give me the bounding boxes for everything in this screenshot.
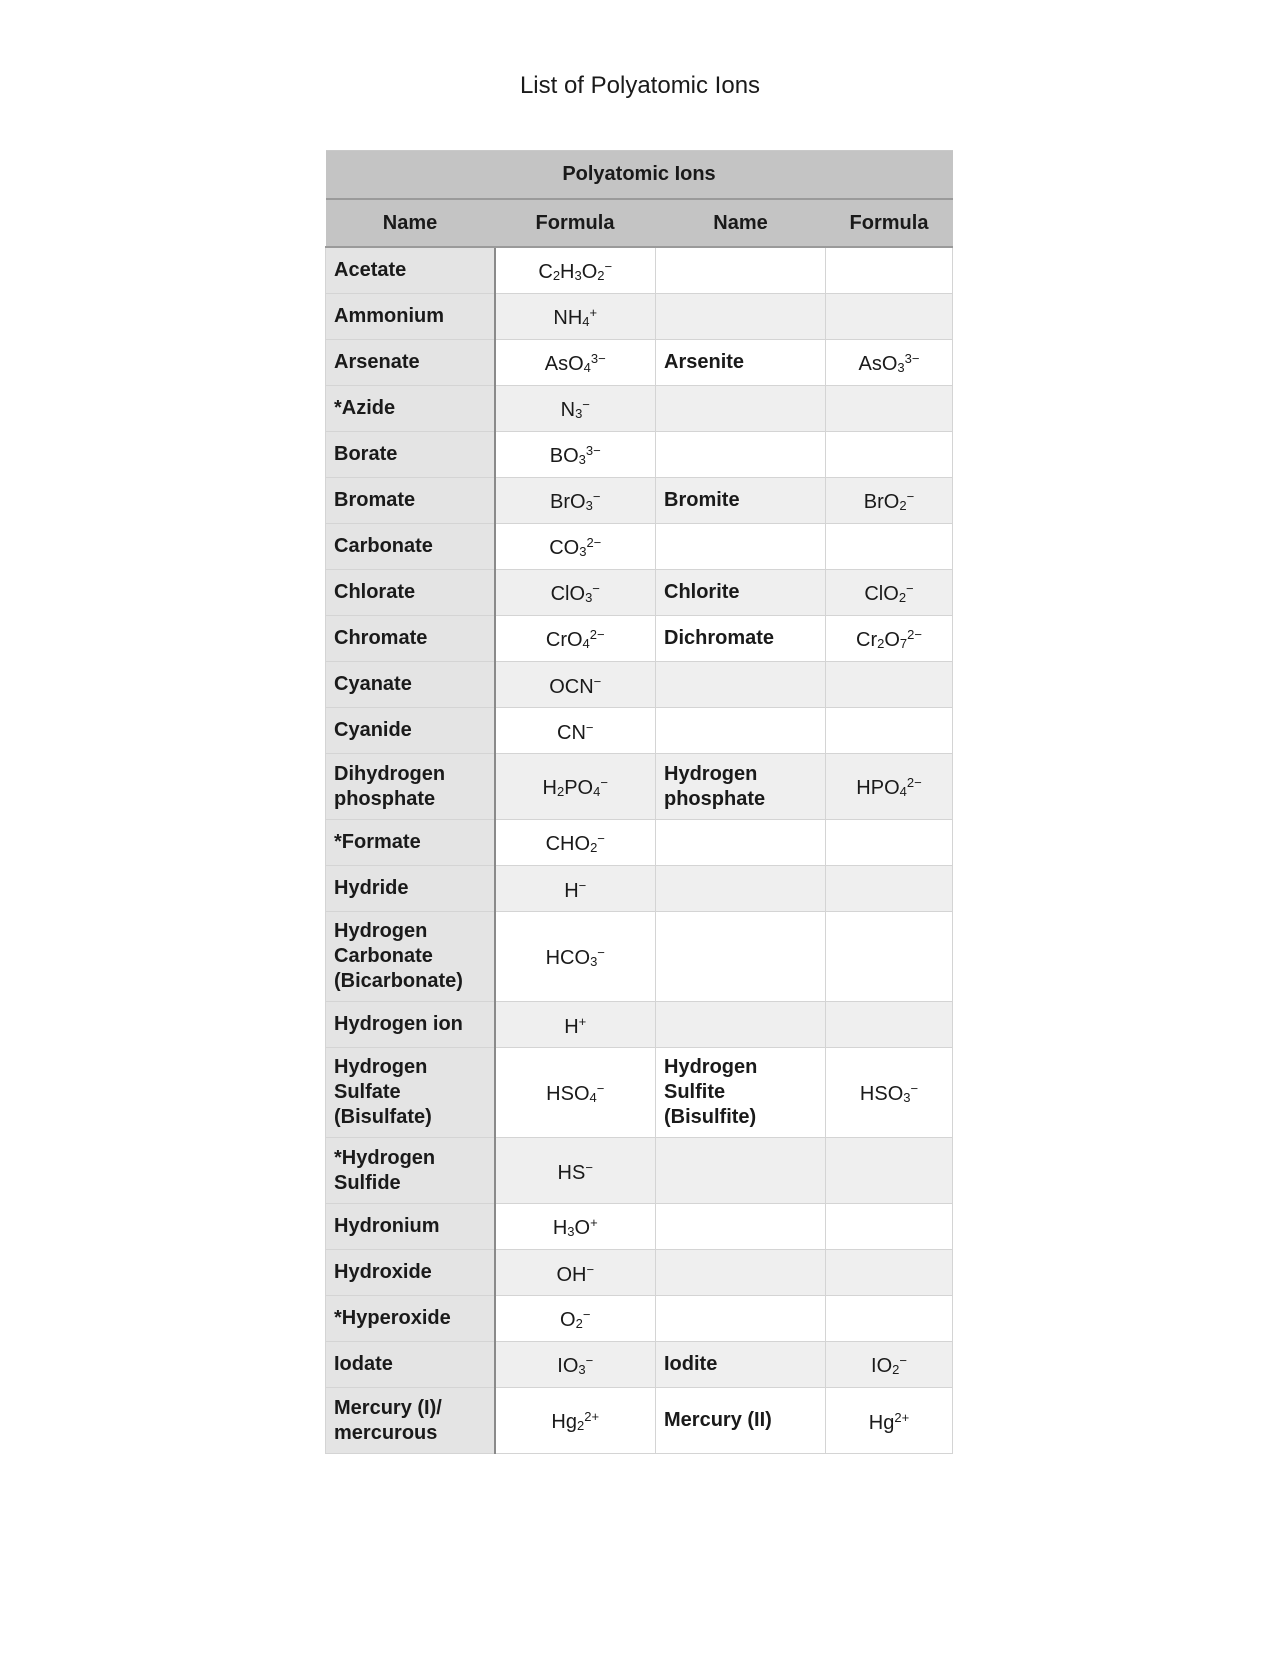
- ion-name-cell: *Formate: [326, 820, 495, 866]
- ion-name-cell: [656, 912, 826, 1002]
- column-header-formula: Formula: [826, 199, 953, 247]
- ion-formula-cell: [826, 432, 953, 478]
- chemical-formula: CN−: [557, 720, 594, 744]
- table-row: [326, 1002, 953, 1048]
- ion-formula-cell: [495, 1296, 656, 1342]
- ion-formula-cell: [495, 1388, 656, 1454]
- chemical-formula: BrO$_3$−: [550, 488, 601, 513]
- ion-name-cell: Borate: [326, 432, 495, 478]
- column-header-name: Name: [656, 199, 826, 247]
- ion-formula-cell: [826, 478, 953, 524]
- table-row: [326, 570, 953, 616]
- ion-name-cell: Hydride: [326, 866, 495, 912]
- ion-formula-cell: [495, 820, 656, 866]
- ion-formula-cell: [495, 1250, 656, 1296]
- chemical-formula: AsO$_3^{3-}$: [858, 350, 920, 375]
- ion-formula-cell: [495, 386, 656, 432]
- chemical-formula: $BO_3^{3-}$: [549, 442, 601, 467]
- ion-name-cell: Dichromate: [656, 616, 826, 662]
- ion-formula-cell: [495, 754, 656, 820]
- ion-name-cell: Chlorite: [656, 570, 826, 616]
- ion-formula-cell: [495, 912, 656, 1002]
- ion-formula-cell: [826, 1048, 953, 1138]
- ion-formula-cell: [826, 1250, 953, 1296]
- ion-name-cell: [656, 1296, 826, 1342]
- table-row: [326, 616, 953, 662]
- ion-formula-cell: [826, 340, 953, 386]
- ion-name-cell: Arsenate: [326, 340, 495, 386]
- ion-formula-cell: [826, 294, 953, 340]
- chemical-formula: $C_2H_3O_2^-$: [538, 258, 613, 283]
- chemical-formula: $Cr_2O_7^{2-}$: [856, 626, 922, 651]
- ion-name-cell: Chromate: [326, 616, 495, 662]
- ion-name-cell: Hydronium: [326, 1204, 495, 1250]
- ion-formula-cell: [495, 1002, 656, 1048]
- ion-formula-cell: [826, 1388, 953, 1454]
- ion-formula-cell: [495, 570, 656, 616]
- chemical-formula: ClO$_2$−: [864, 580, 914, 605]
- page-title: List of Polyatomic Ions: [519, 72, 761, 99]
- ion-formula-cell: [495, 340, 656, 386]
- ion-name-cell: Dihydrogen phosphate: [326, 754, 495, 820]
- chemical-formula: AsO$_4^{3-}$: [544, 350, 606, 375]
- ion-name-cell: Mercury (I)/ mercurous: [326, 1388, 495, 1454]
- chemical-formula: ClO$_3$−: [550, 580, 600, 605]
- ion-formula-cell: [826, 912, 953, 1002]
- ion-name-cell: [656, 1204, 826, 1250]
- table-row: [326, 820, 953, 866]
- ion-name-cell: Iodite: [656, 1342, 826, 1388]
- table-row: [326, 524, 953, 570]
- ion-formula-cell: [495, 662, 656, 708]
- chemical-formula: $Hg_2^{2+}$: [551, 1408, 600, 1433]
- ion-formula-cell: [495, 866, 656, 912]
- ion-formula-cell: [826, 570, 953, 616]
- table-row: [326, 1296, 953, 1342]
- table-row: [326, 294, 953, 340]
- table-row: [326, 1138, 953, 1204]
- chemical-formula: OCN−: [549, 674, 602, 698]
- ion-name-cell: [656, 866, 826, 912]
- table-row: [326, 1388, 953, 1454]
- ion-formula-cell: [826, 247, 953, 294]
- ion-name-cell: [656, 820, 826, 866]
- ion-formula-cell: [495, 1204, 656, 1250]
- ion-formula-cell: [495, 1048, 656, 1138]
- chemical-formula: $O_2^-$: [560, 1306, 591, 1331]
- column-header-formula: Formula: [495, 199, 656, 247]
- table-title: Polyatomic Ions: [326, 151, 953, 200]
- table-row: [326, 1204, 953, 1250]
- ion-name-cell: Bromite: [656, 478, 826, 524]
- table-row: [326, 866, 953, 912]
- ion-name-cell: Arsenite: [656, 340, 826, 386]
- ion-name-cell: Iodate: [326, 1342, 495, 1388]
- ion-formula-cell: [495, 294, 656, 340]
- ion-formula-cell: [495, 524, 656, 570]
- ion-name-cell: Carbonate: [326, 524, 495, 570]
- ion-name-cell: [656, 1002, 826, 1048]
- chemical-formula: $CO_3^{2-}$: [549, 534, 602, 559]
- ion-formula-cell: [826, 1204, 953, 1250]
- column-header-name: Name: [326, 199, 495, 247]
- ion-name-cell: Hydrogen Sulfate (Bisulfate): [326, 1048, 495, 1138]
- ion-formula-cell: [826, 386, 953, 432]
- chemical-formula: CrO$_4^{2-}$: [545, 626, 605, 651]
- ion-name-cell: Chlorate: [326, 570, 495, 616]
- ion-name-cell: Hydrogen ion: [326, 1002, 495, 1048]
- polyatomic-ions-table: [325, 150, 953, 1454]
- chemical-formula: $H_3O^+$: [552, 1214, 598, 1239]
- ion-name-cell: Acetate: [326, 247, 495, 294]
- ion-name-cell: Hydrogen Carbonate (Bicarbonate): [326, 912, 495, 1002]
- chemical-formula: $N_3^-$: [560, 396, 590, 421]
- table-row: [326, 1048, 953, 1138]
- ion-name-cell: [656, 708, 826, 754]
- chemical-formula: $IO_3^-$: [557, 1352, 594, 1377]
- table-header-row: [326, 199, 953, 247]
- chemical-formula: $HSO_3^-$: [859, 1080, 919, 1105]
- ion-name-cell: Cyanide: [326, 708, 495, 754]
- ion-formula-cell: [826, 1296, 953, 1342]
- chemical-formula: $IO_2^-$: [871, 1352, 907, 1377]
- ion-formula-cell: [495, 708, 656, 754]
- ion-name-cell: Hydrogen phosphate: [656, 754, 826, 820]
- ion-name-cell: Mercury (II): [656, 1388, 826, 1454]
- chemical-formula: OH−: [556, 1262, 595, 1286]
- ion-name-cell: *Hydrogen Sulfide: [326, 1138, 495, 1204]
- table-row: [326, 662, 953, 708]
- ion-formula-cell: [495, 247, 656, 294]
- ion-name-cell: [656, 386, 826, 432]
- ion-formula-cell: [826, 708, 953, 754]
- chemical-formula: $HSO_4^-$: [546, 1080, 605, 1105]
- chemical-formula: $HPO_4^{2-}$: [856, 774, 922, 799]
- table-row: [326, 708, 953, 754]
- ion-name-cell: [656, 432, 826, 478]
- table-body: [326, 247, 953, 1454]
- ion-name-cell: [656, 247, 826, 294]
- ion-formula-cell: [826, 1002, 953, 1048]
- table-row: [326, 340, 953, 386]
- table-row: [326, 478, 953, 524]
- ion-formula-cell: [826, 662, 953, 708]
- ion-name-cell: *Hyperoxide: [326, 1296, 495, 1342]
- ion-formula-cell: [495, 478, 656, 524]
- table-row: [326, 912, 953, 1002]
- ion-formula-cell: [495, 432, 656, 478]
- ion-formula-cell: [826, 1342, 953, 1388]
- chemical-formula: $CHO_2^-$: [545, 830, 605, 855]
- table-title-row: [326, 151, 953, 200]
- table-row: [326, 432, 953, 478]
- chemical-formula: $HCO_3^-$: [545, 944, 605, 969]
- ion-name-cell: [656, 524, 826, 570]
- ion-formula-cell: [495, 616, 656, 662]
- ion-name-cell: [656, 662, 826, 708]
- ion-name-cell: [656, 1138, 826, 1204]
- chemical-formula: $Hg^{2+}$: [868, 1410, 910, 1434]
- ion-name-cell: Hydroxide: [326, 1250, 495, 1296]
- table-row: [326, 754, 953, 820]
- ion-formula-cell: [495, 1138, 656, 1204]
- table-row: [326, 386, 953, 432]
- ion-name-cell: *Azide: [326, 386, 495, 432]
- ion-name-cell: Hydrogen Sulfite (Bisulfite): [656, 1048, 826, 1138]
- ion-formula-cell: [826, 866, 953, 912]
- chemical-formula: $NH_4^+$: [553, 304, 598, 329]
- ion-name-cell: Cyanate: [326, 662, 495, 708]
- chemical-formula: $H_2PO_4^-$: [542, 774, 608, 799]
- ion-formula-cell: [826, 1138, 953, 1204]
- ion-name-cell: [656, 294, 826, 340]
- ion-formula-cell: [495, 1342, 656, 1388]
- ion-name-cell: [656, 1250, 826, 1296]
- chemical-formula: H+: [564, 1014, 587, 1038]
- table-row: [326, 1250, 953, 1296]
- chemical-formula: H−: [564, 878, 587, 902]
- chemical-formula: HS−: [557, 1160, 593, 1184]
- ion-name-cell: Ammonium: [326, 294, 495, 340]
- chemical-formula: BrO$_2$−: [863, 488, 915, 513]
- ion-formula-cell: [826, 616, 953, 662]
- table-row: [326, 1342, 953, 1388]
- ion-formula-cell: [826, 524, 953, 570]
- ion-formula-cell: [826, 820, 953, 866]
- ion-name-cell: Bromate: [326, 478, 495, 524]
- table-row: [326, 247, 953, 294]
- ion-formula-cell: [826, 754, 953, 820]
